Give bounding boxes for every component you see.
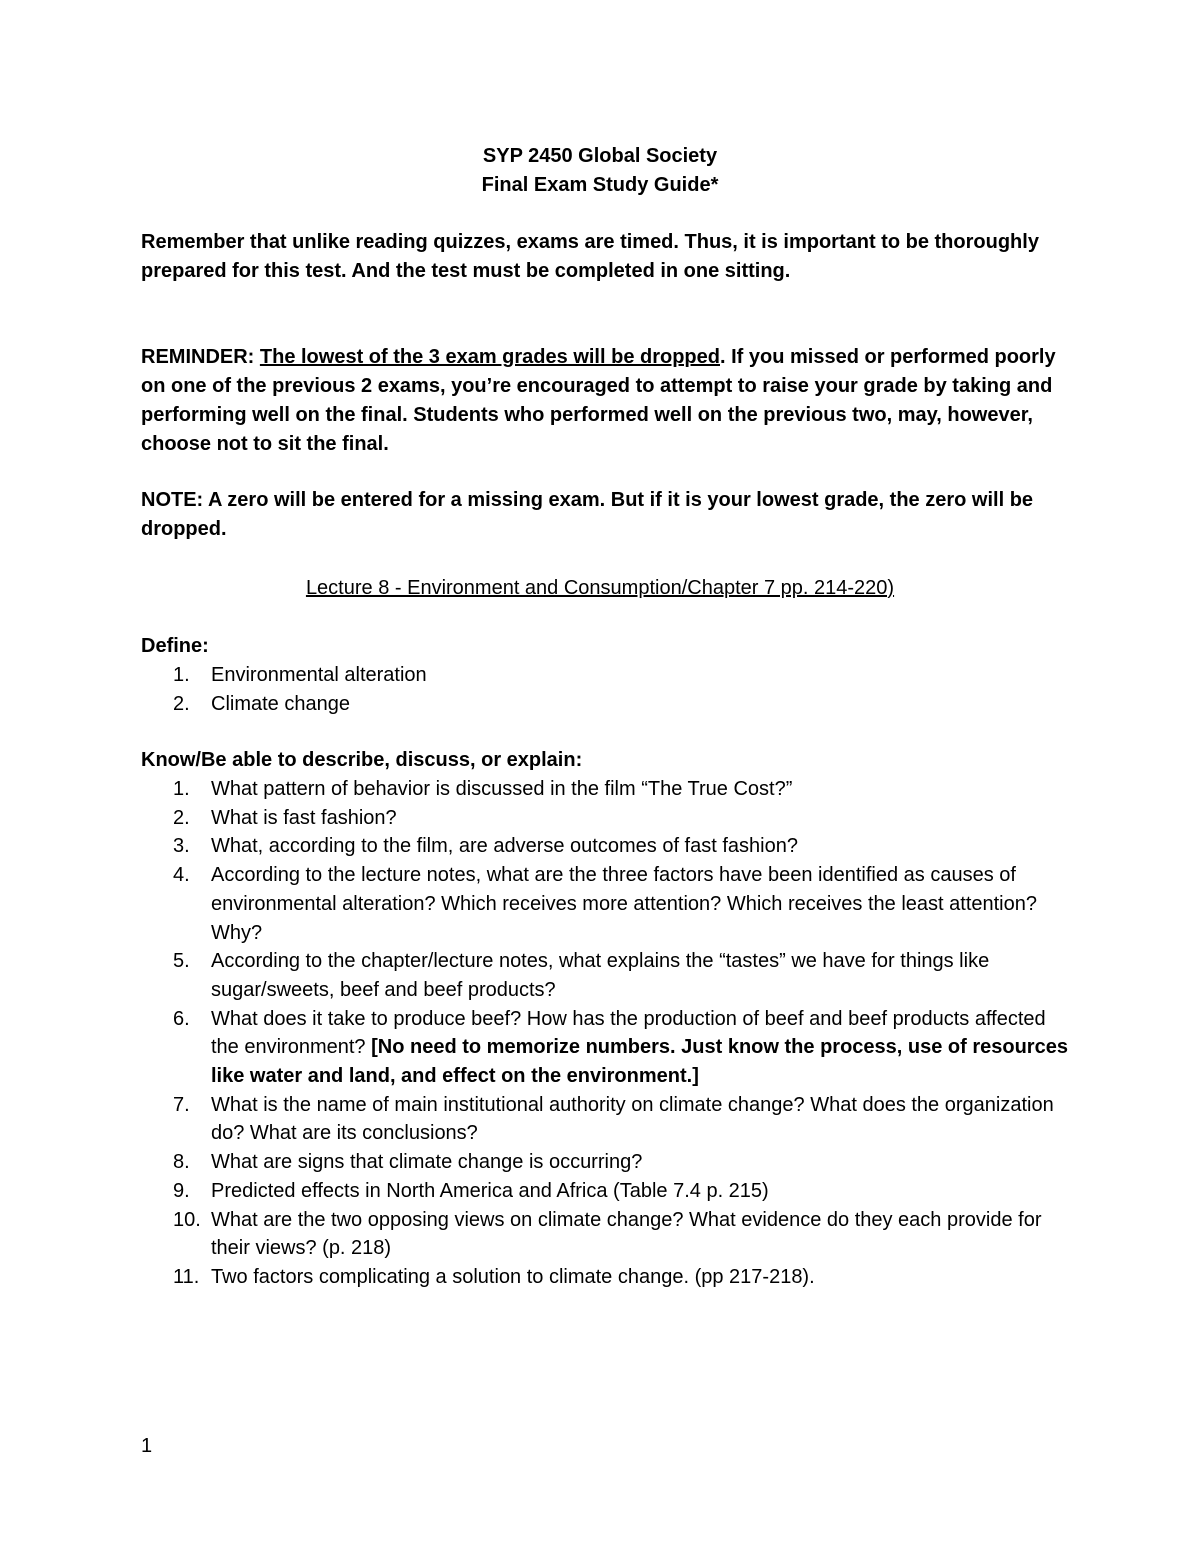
- list-number: 6.: [173, 1007, 190, 1030]
- list-item: [141, 775, 1071, 804]
- list-number: 9.: [173, 1179, 190, 1202]
- know-heading: Know/Be able to describe, discuss, or explain:: [141, 749, 583, 771]
- title-block: [0, 142, 1200, 200]
- lecture-heading: Lecture 8 - Environment and Consumption/Chapter 7 pp. 214-220): [305, 577, 895, 599]
- intro-paragraph: Remember that unlike reading quizzes, exams are timed. Thus, it is important to be thoroughly prepared for this test. And the test must be completed in one sitting.: [141, 231, 1039, 282]
- list-item: [141, 947, 1071, 1004]
- list-item: [141, 1206, 1071, 1263]
- list-item: [141, 1177, 1071, 1206]
- list-item: [141, 690, 1071, 719]
- list-text: What are signs that climate change is occurring?: [211, 1151, 643, 1174]
- list-text: What pattern of behavior is discussed in the film “The True Cost?”: [211, 778, 793, 800]
- list-item: [141, 1005, 1071, 1091]
- list-item: [141, 1148, 1071, 1177]
- list-number: 7.: [173, 1093, 190, 1116]
- page-number: 1: [141, 1435, 153, 1457]
- list-number: 11.: [173, 1265, 200, 1288]
- define-heading: Define:: [141, 635, 209, 657]
- list-item: [141, 861, 1071, 947]
- list-item: [141, 832, 1071, 861]
- course-title: SYP 2450 Global Society: [482, 145, 718, 167]
- list-text: Two factors complicating a solution to climate change. (pp 217-218).: [211, 1265, 815, 1288]
- list-number: 1.: [173, 664, 190, 686]
- list-text: According to the chapter/lecture notes, what explains the “tastes” we have for things like sugar/sweets, beef and beef products?: [211, 950, 990, 1001]
- list-text-bold: [No need to memorize numbers. Just know the process, use of resources like water and land, and effect on the environment.]: [211, 1036, 1068, 1088]
- reminder-label: REMINDER:: [141, 346, 260, 368]
- guide-title: Final Exam Study Guide*: [481, 174, 719, 196]
- note-paragraph: NOTE: A zero will be entered for a missing exam. But if it is your lowest grade, the zero will be dropped.: [141, 489, 1034, 540]
- list-text: What, according to the film, are adverse outcomes of fast fashion?: [211, 835, 798, 858]
- list-item: [141, 1263, 1071, 1292]
- list-item: [141, 1091, 1071, 1148]
- list-text: What does it take to produce beef? How has the production of beef and beef products affected the environment?: [211, 1007, 1046, 1059]
- list-text: What is fast fashion?: [211, 806, 397, 829]
- know-list: [141, 775, 1071, 1292]
- list-number: 2.: [173, 692, 190, 715]
- list-text: Environmental alteration: [211, 664, 427, 686]
- list-number: 5.: [173, 950, 190, 973]
- list-number: 10.: [173, 1208, 201, 1231]
- reminder-underlined-text: The lowest of the 3 exam grades will be dropped: [259, 346, 720, 368]
- define-list: [141, 661, 1071, 718]
- list-number: 8.: [173, 1151, 190, 1174]
- list-number: 3.: [173, 835, 190, 858]
- list-item: [141, 661, 1071, 690]
- list-text: What is the name of main institutional authority on climate change? What does the organization do? What are its conclusions?: [211, 1093, 1054, 1145]
- reminder-rest-text: . If you missed or performed poorly on one of the previous 2 exams, you’re encouraged to attempt to raise your grade by taking and performing well on the final. Students who performed well on the previous two, may, however, choose not to sit the final.: [141, 346, 1056, 455]
- reminder-paragraph: [141, 343, 1071, 459]
- list-number: 4.: [173, 864, 190, 887]
- list-text: What are the two opposing views on climate change? What evidence do they each provide for their views? (p. 218): [211, 1208, 1042, 1260]
- list-number: 2.: [173, 806, 190, 829]
- list-item: [141, 804, 1071, 833]
- list-text: Climate change: [211, 692, 350, 715]
- list-number: 1.: [173, 778, 190, 800]
- list-text: According to the lecture notes, what are the three factors have been identified as causes of environmental alteration? Which receives more attention? Which receives the least attention? Why?: [211, 864, 1037, 944]
- list-text: Predicted effects in North America and Africa (Table 7.4 p. 215): [211, 1179, 769, 1202]
